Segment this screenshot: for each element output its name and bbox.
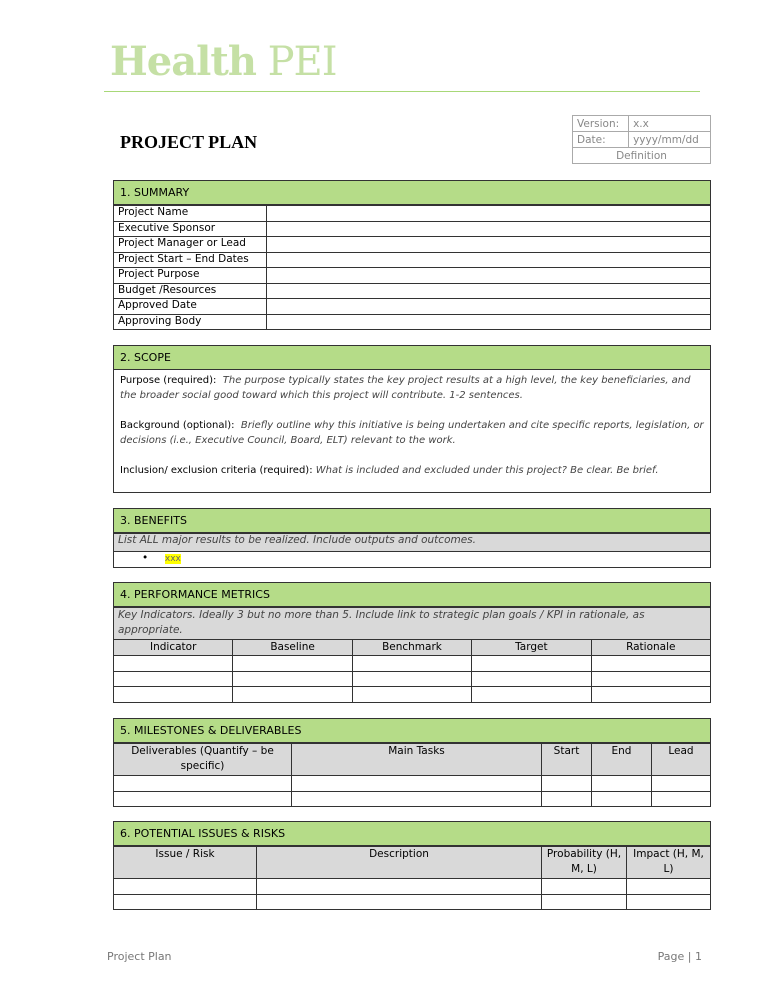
metrics-cell[interactable] [114, 656, 233, 672]
risks-cell[interactable] [542, 879, 627, 895]
metrics-row [114, 687, 711, 703]
summary-value-cell[interactable] [267, 221, 711, 237]
metrics-row [114, 656, 711, 672]
milestones-column-header: Lead [652, 744, 711, 776]
milestones-cell[interactable] [114, 791, 292, 807]
metrics-cell[interactable] [233, 656, 352, 672]
metrics-column-header: Indicator [114, 640, 233, 656]
summary-value-cell[interactable] [267, 206, 711, 222]
risks-column-header: Issue / Risk [114, 847, 257, 879]
risks-table [113, 846, 711, 910]
milestones-heading: 5. MILESTONES & DELIVERABLES [113, 718, 711, 743]
benefits-section [113, 508, 711, 568]
inclusion-label: Inclusion/ exclusion criteria (required): [120, 465, 313, 476]
logo-bold: Health [110, 38, 256, 85]
summary-row [114, 268, 711, 284]
summary-row [114, 206, 711, 222]
risks-row [114, 894, 711, 910]
summary-row [114, 283, 711, 299]
summary-row [114, 237, 711, 253]
metrics-cell[interactable] [472, 671, 591, 687]
risks-cell[interactable] [257, 879, 542, 895]
summary-value-cell[interactable] [267, 268, 711, 284]
metrics-cell[interactable] [114, 671, 233, 687]
milestones-column-header: End [592, 744, 652, 776]
risks-row [114, 879, 711, 895]
risks-column-header: Probability (H, M, L) [542, 847, 627, 879]
inclusion-text: What is included and excluded under this project? Be clear. Be brief. [315, 465, 659, 476]
risks-cell[interactable] [114, 894, 257, 910]
summary-table [113, 205, 711, 330]
summary-label: Project Manager or Lead [114, 237, 267, 253]
metrics-cell[interactable] [114, 687, 233, 703]
metrics-row [114, 671, 711, 687]
metrics-header-row [114, 640, 711, 656]
scope-body[interactable] [113, 370, 711, 493]
summary-label: Executive Sponsor [114, 221, 267, 237]
metrics-cell[interactable] [591, 656, 710, 672]
milestones-cell[interactable] [652, 776, 711, 792]
summary-row [114, 314, 711, 330]
metrics-cell[interactable] [352, 671, 471, 687]
milestones-row [114, 776, 711, 792]
summary-value-cell[interactable] [267, 299, 711, 315]
summary-label: Budget /Resources [114, 283, 267, 299]
benefits-table [113, 533, 711, 568]
date-value[interactable]: yyyy/mm/dd [629, 132, 711, 148]
footer-page: Page | 1 [657, 950, 702, 963]
milestones-cell[interactable] [592, 776, 652, 792]
metrics-column-header: Rationale [591, 640, 710, 656]
definition: Definition [573, 148, 711, 164]
milestones-cell[interactable] [652, 791, 711, 807]
milestones-cell[interactable] [542, 791, 592, 807]
header-rule [104, 91, 700, 92]
summary-value-cell[interactable] [267, 237, 711, 253]
summary-label: Approving Body [114, 314, 267, 330]
date-label: Date: [573, 132, 629, 148]
version-table [572, 115, 711, 164]
milestones-column-header: Deliverables (Quantify – be specific) [114, 744, 292, 776]
summary-label: Project Start – End Dates [114, 252, 267, 268]
risks-cell[interactable] [257, 894, 542, 910]
metrics-column-header: Benchmark [352, 640, 471, 656]
metrics-heading: 4. PERFORMANCE METRICS [113, 582, 711, 607]
metrics-cell[interactable] [591, 687, 710, 703]
version-value[interactable]: x.x [629, 116, 711, 132]
risks-column-header: Impact (H, M, L) [627, 847, 711, 879]
risks-cell[interactable] [542, 894, 627, 910]
milestones-column-header: Start [542, 744, 592, 776]
metrics-table [113, 607, 711, 703]
risks-cell[interactable] [627, 894, 711, 910]
metrics-cell[interactable] [352, 687, 471, 703]
milestones-cell[interactable] [292, 791, 542, 807]
logo-light: PEI [267, 39, 337, 85]
background-label: Background (optional): [120, 420, 235, 431]
summary-label: Project Name [114, 206, 267, 222]
milestones-cell[interactable] [114, 776, 292, 792]
benefit-item[interactable]: • xxx [114, 552, 711, 568]
milestones-row [114, 791, 711, 807]
benefits-instruction: List ALL major results to be realized. Include outputs and outcomes. [114, 534, 711, 552]
page-title: PROJECT PLAN [120, 132, 258, 152]
benefit-bullet-text: xxx [164, 554, 181, 564]
milestones-section [113, 718, 711, 807]
summary-heading: 1. SUMMARY [113, 180, 711, 205]
summary-label: Approved Date [114, 299, 267, 315]
health-pei-logo [110, 38, 337, 85]
metrics-cell[interactable] [233, 687, 352, 703]
risks-column-header: Description [257, 847, 542, 879]
milestones-cell[interactable] [292, 776, 542, 792]
scope-heading: 2. SCOPE [113, 345, 711, 370]
risks-section [113, 821, 711, 910]
metrics-cell[interactable] [352, 656, 471, 672]
metrics-instruction: Key Indicators. Ideally 3 but no more than 5. Include link to strategic plan goals / KPI in rationale, as appropriate. [114, 608, 711, 640]
metrics-section [113, 582, 711, 703]
risks-cell[interactable] [627, 879, 711, 895]
benefits-heading: 3. BENEFITS [113, 508, 711, 533]
summary-row [114, 252, 711, 268]
footer-left: Project Plan [107, 950, 172, 963]
summary-row [114, 299, 711, 315]
risks-cell[interactable] [114, 879, 257, 895]
risks-heading: 6. POTENTIAL ISSUES & RISKS [113, 821, 711, 846]
scope-section [113, 345, 711, 493]
summary-row [114, 221, 711, 237]
milestones-column-header: Main Tasks [292, 744, 542, 776]
metrics-cell[interactable] [233, 671, 352, 687]
summary-section [113, 180, 711, 330]
purpose-text: The purpose typically states the key project results at a high level, the key beneficiaries, and the broader social good toward which this project will contribute. 1-2 sentences. [120, 375, 691, 401]
metrics-cell[interactable] [591, 671, 710, 687]
milestones-header-row [114, 744, 711, 776]
metrics-cell[interactable] [472, 687, 591, 703]
milestones-cell[interactable] [542, 776, 592, 792]
risks-header-row [114, 847, 711, 879]
version-label: Version: [573, 116, 629, 132]
summary-label: Project Purpose [114, 268, 267, 284]
purpose-label: Purpose (required): [120, 375, 217, 386]
summary-value-cell[interactable] [267, 283, 711, 299]
metrics-cell[interactable] [472, 656, 591, 672]
metrics-column-header: Baseline [233, 640, 352, 656]
summary-value-cell[interactable] [267, 314, 711, 330]
milestones-cell[interactable] [592, 791, 652, 807]
summary-value-cell[interactable] [267, 252, 711, 268]
metrics-column-header: Target [472, 640, 591, 656]
milestones-table [113, 743, 711, 807]
background-text: Briefly outline why this initiative is being undertaken and cite specific reports, legislation, or decisions (i.e., Executive Council, Board, ELT) relevant to the work. [120, 420, 704, 446]
